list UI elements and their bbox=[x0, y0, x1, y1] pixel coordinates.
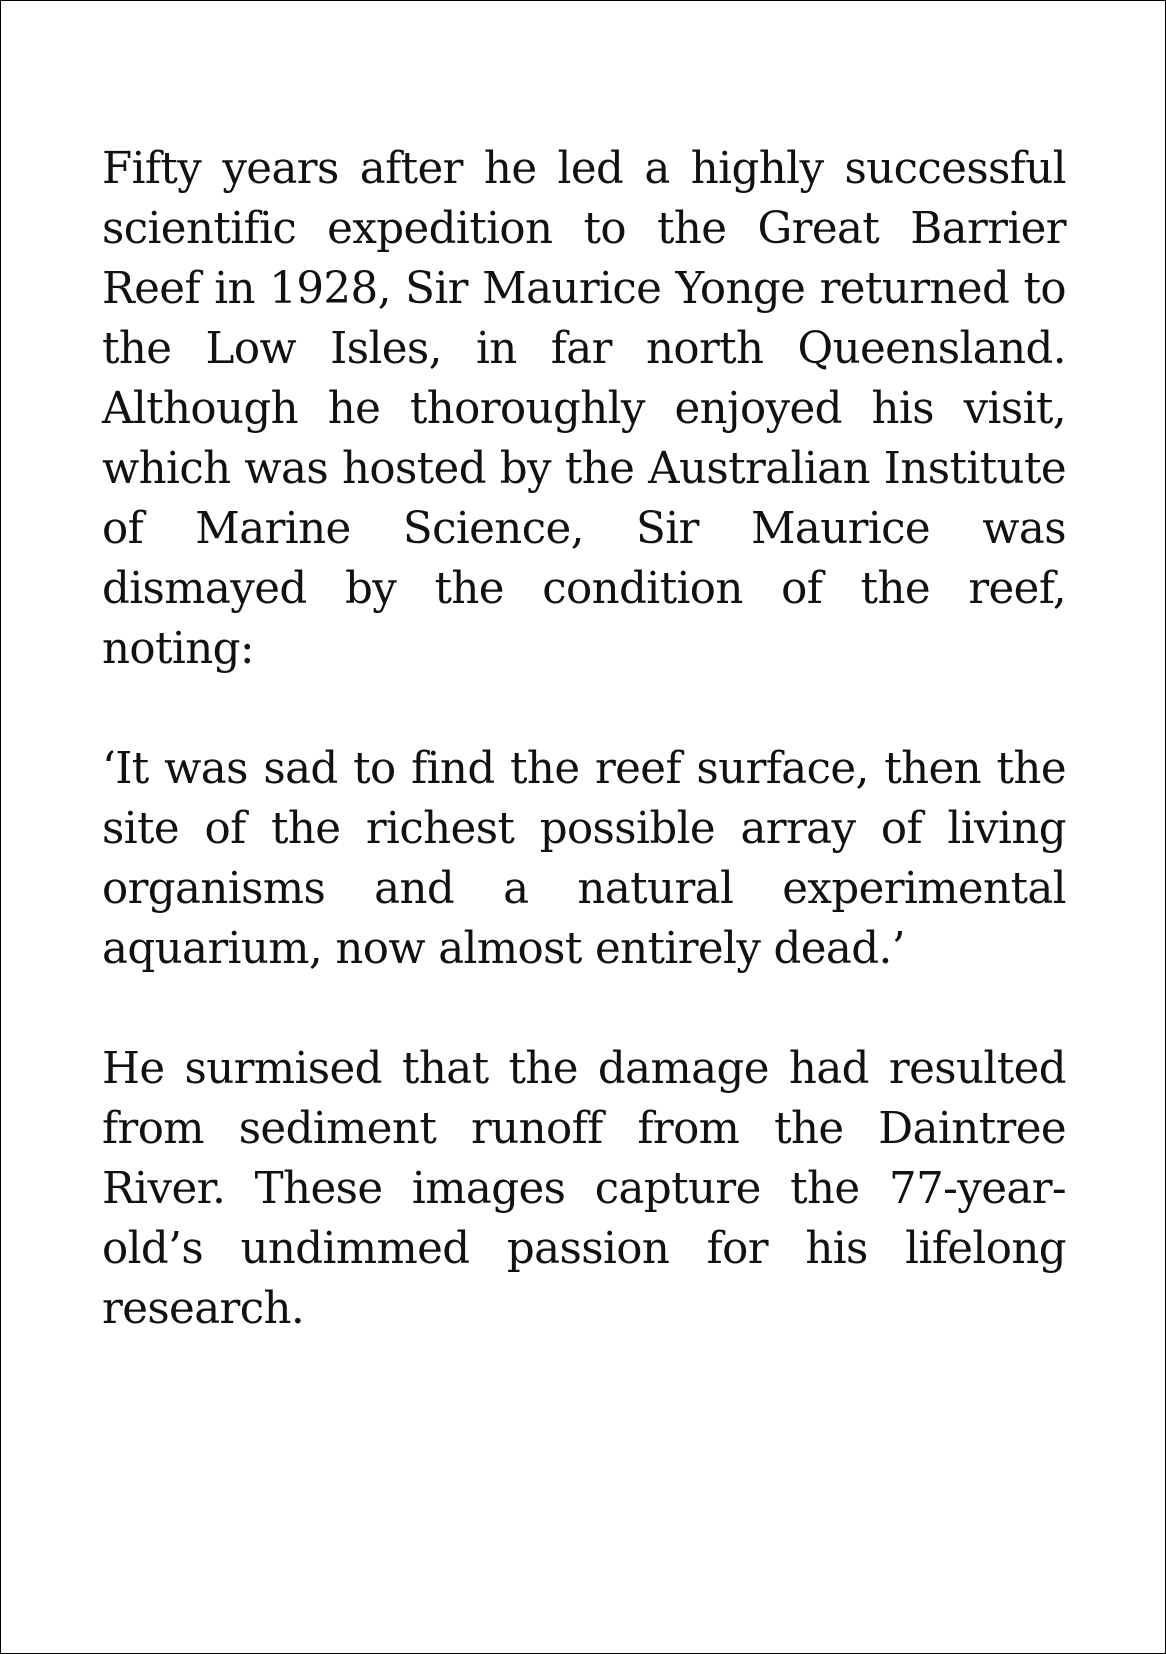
paragraph-conclusion: He surmised that the damage had resulted from sediment runoff from the Daintree River. These images capture the 77-year-old’s undimmed passion for his lifelong research. bbox=[102, 1044, 1066, 1334]
body-text bbox=[102, 139, 1066, 1339]
paragraph-intro: Fifty years after he led a highly successful scientific expedition to the Great Barrier Reef in 1928, Sir Maurice Yonge returned to the Low Isles, in far north Queensland. Although he thoroughly enjoyed his visit, which was hosted by the Australian Institute of Marine Science, Sir Maurice was dismayed by the condition of the reef, noting: bbox=[102, 144, 1066, 674]
paragraph-quote: ‘It was sad to find the reef surface, then the site of the richest possible array of living organisms and a natural experimental aquarium, now almost entirely dead.’ bbox=[102, 744, 1066, 974]
